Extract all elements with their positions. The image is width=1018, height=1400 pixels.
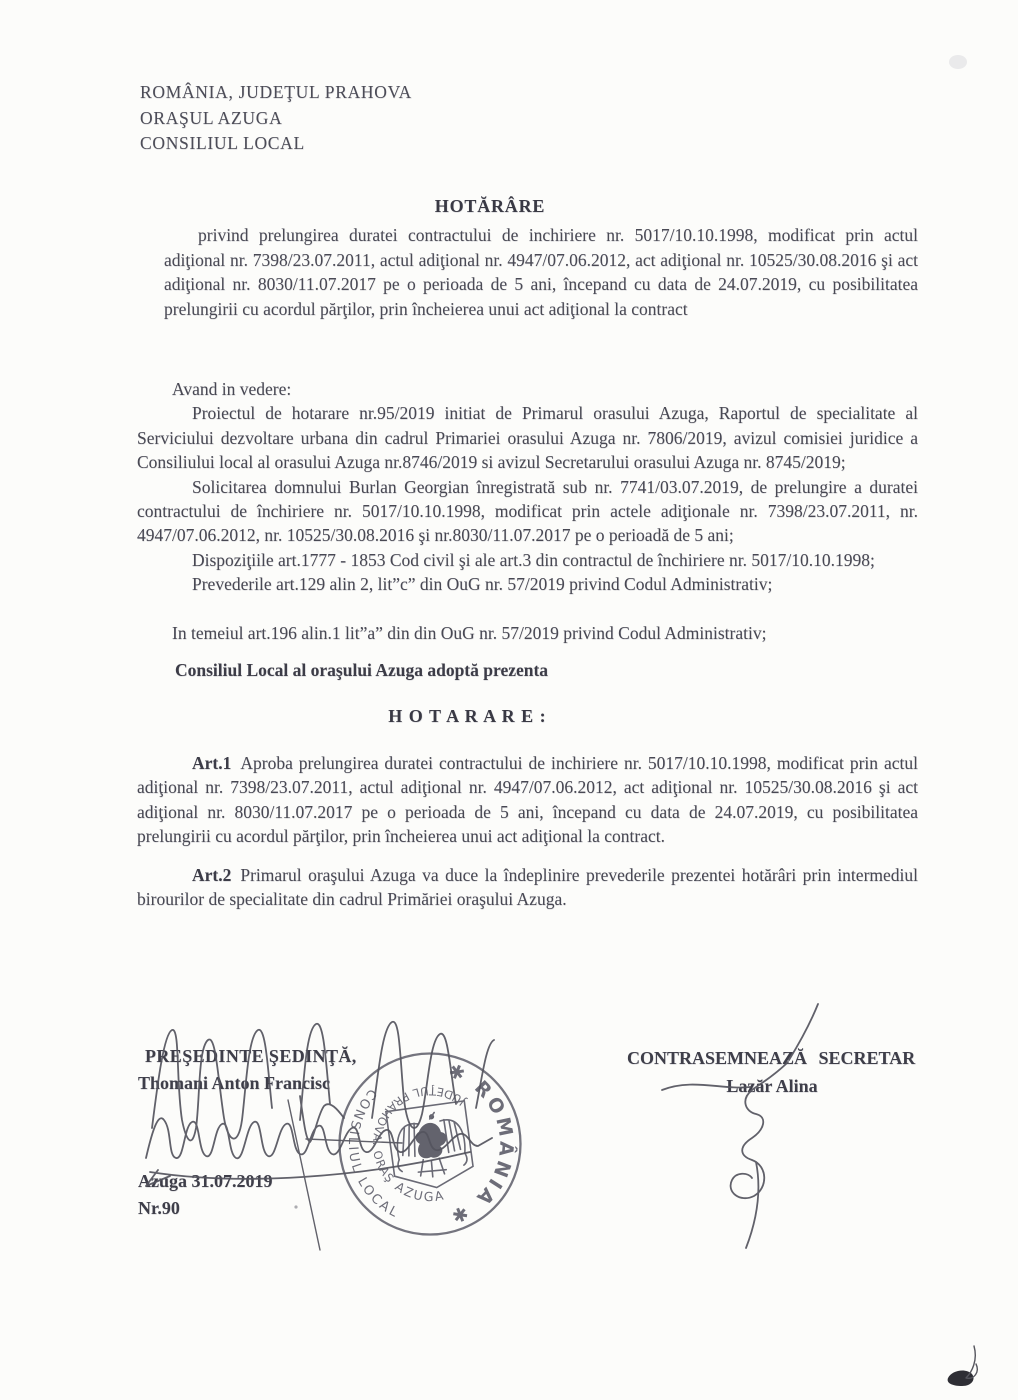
article-1: [137, 751, 918, 849]
document-subtitle: privind prelungirea duratei contractului de inchiriere nr. 5017/10.10.1998, modificat prin actul adiţional nr. 7398/23.07.2011, actul adiţional nr. 4947/07.06.2012, act adiţional nr. 10525/30.08.2016 şi act adiţional nr. 8030/11.07.2017 pe o perioada de 5 ani, începand cu data de 24.07.2019, cu posibilitatea prelungirii cu acordul părţilor, prin încheierea unui act adiţional la contract: [164, 225, 918, 319]
svg-text:✱ ROMÂNIA ✱: [445, 1060, 518, 1229]
stamp-ring-text-judet-oras: JUDEŢUL PRAHOVA. ORAŞ: [369, 1083, 468, 1186]
consideration-paragraph-1: Proiectul de hotarare nr.95/2019 initiat de Primarul orasului Azuga, Raportul de specialitate al Serviciului dezvoltare urbana din cadrul Primariei orasului Azuga nr. 7806/2019, avizul comisiei juridice a Consiliului local al orasului Azuga nr.8746/2019 si avizul Secretarului orasului Azuga nr. 8745/2019;: [137, 403, 918, 473]
article-2: [137, 863, 918, 912]
signature-right-name: Lazăr Alina: [726, 1076, 818, 1096]
issue-number: Nr.90: [138, 1198, 180, 1218]
signature-left-name: Thomani Anton Francisc: [138, 1073, 331, 1093]
article-1-text: Aproba prelungirea duratei contractului de inchiriere nr. 5017/10.10.1998, modificat prin actul adiţional nr. 7398/23.07.2011, actul adiţional nr. 4947/07.06.2012, act adiţional nr. 10525/30.08.2016 şi act adiţional nr. 8030/11.07.2017 pe o perioada de 5 ani, începand cu data de 24.07.2019, cu posibilitatea prelungirii cu acordul părţilor, prin încheierea unui act adiţional la contract.: [137, 752, 918, 847]
article-2-text: Primarul oraşului Azuga va duce la îndeplinire prevederile prezentei hotărâri prin intermediul birourilor de specialitate din cadrul Primăriei oraşului Azuga.: [137, 864, 918, 909]
coat-of-arms-eagle-emblem: [386, 1101, 475, 1192]
stamp-ring-text-azuga: AZUGA: [392, 1178, 447, 1205]
letterhead-line-country: ROMÂNIA, JUDEŢUL PRAHOVA: [140, 82, 413, 102]
legal-basis-paragraph: In temeiul art.196 alin.1 lit”a” din din OuG nr. 57/2019 privind Codul Administrativ;: [172, 622, 767, 643]
article-2-label: Art.2: [192, 864, 232, 885]
preamble-intro: Avand in vedere:: [172, 379, 292, 399]
letterhead: [140, 80, 412, 157]
smudge-top-right: [949, 55, 967, 69]
pen-descender-line: [288, 1100, 320, 1250]
consideration-paragraph-3: Dispoziţiile art.1777 - 1853 Cod civil şi ale art.3 din contractul de închiriere nr. 5017/10.10.1998;: [192, 549, 875, 570]
issue-block: [138, 1168, 273, 1222]
decision-heading: H O T A R A R E :: [388, 706, 547, 727]
letterhead-line-town: ORAŞUL AZUGA: [140, 107, 283, 128]
signature-left-role: PREŞEDINTE ŞEDINŢĂ,: [145, 1046, 357, 1066]
adoption-clause: Consiliul Local al oraşului Azuga adoptă prezenta: [175, 660, 549, 681]
article-1-label: Art.1: [192, 752, 232, 773]
stamp-ring-text-romania: ✱ ROMÂNIA ✱: [445, 1059, 518, 1229]
document-body: [137, 377, 918, 911]
consideration-paragraph-4: Prevederile art.129 alin 2, lit”c” din OuG nr. 57/2019 privind Codul Administrativ;: [192, 574, 773, 595]
document-title: HOTĂRÂRE: [434, 196, 546, 216]
ink-mark-bottom-right: [948, 1346, 978, 1386]
signature-right-role: CONTRASEMNEAZĂ SECRETAR: [627, 1048, 916, 1068]
consideration-paragraph-2: Solicitarea domnului Burlan Georgian înregistrată sub nr. 7741/03.07.2019, de prelungire a duratei contractului de închiriere nr. 5017/10.10.1998, modificat prin actele adiţionale nr. 7398/23.07.2011, nr. 4947/07.06.2012, nr. 10525/30.08.2016 şi nr.8030/11.07.2017 pe o perioadă de 5 ani;: [137, 476, 918, 546]
official-round-stamp: [330, 1044, 530, 1244]
stamp-ring-text-consiliul-local: CONSILIUL LOCAL: [344, 1085, 402, 1222]
right-signature-tail: [746, 1162, 758, 1248]
ink-dot-artifact: [294, 1205, 297, 1208]
letterhead-line-council: CONSILIUL LOCAL: [140, 133, 305, 153]
issue-place-date: Azuga 31.07.2019: [138, 1171, 273, 1191]
